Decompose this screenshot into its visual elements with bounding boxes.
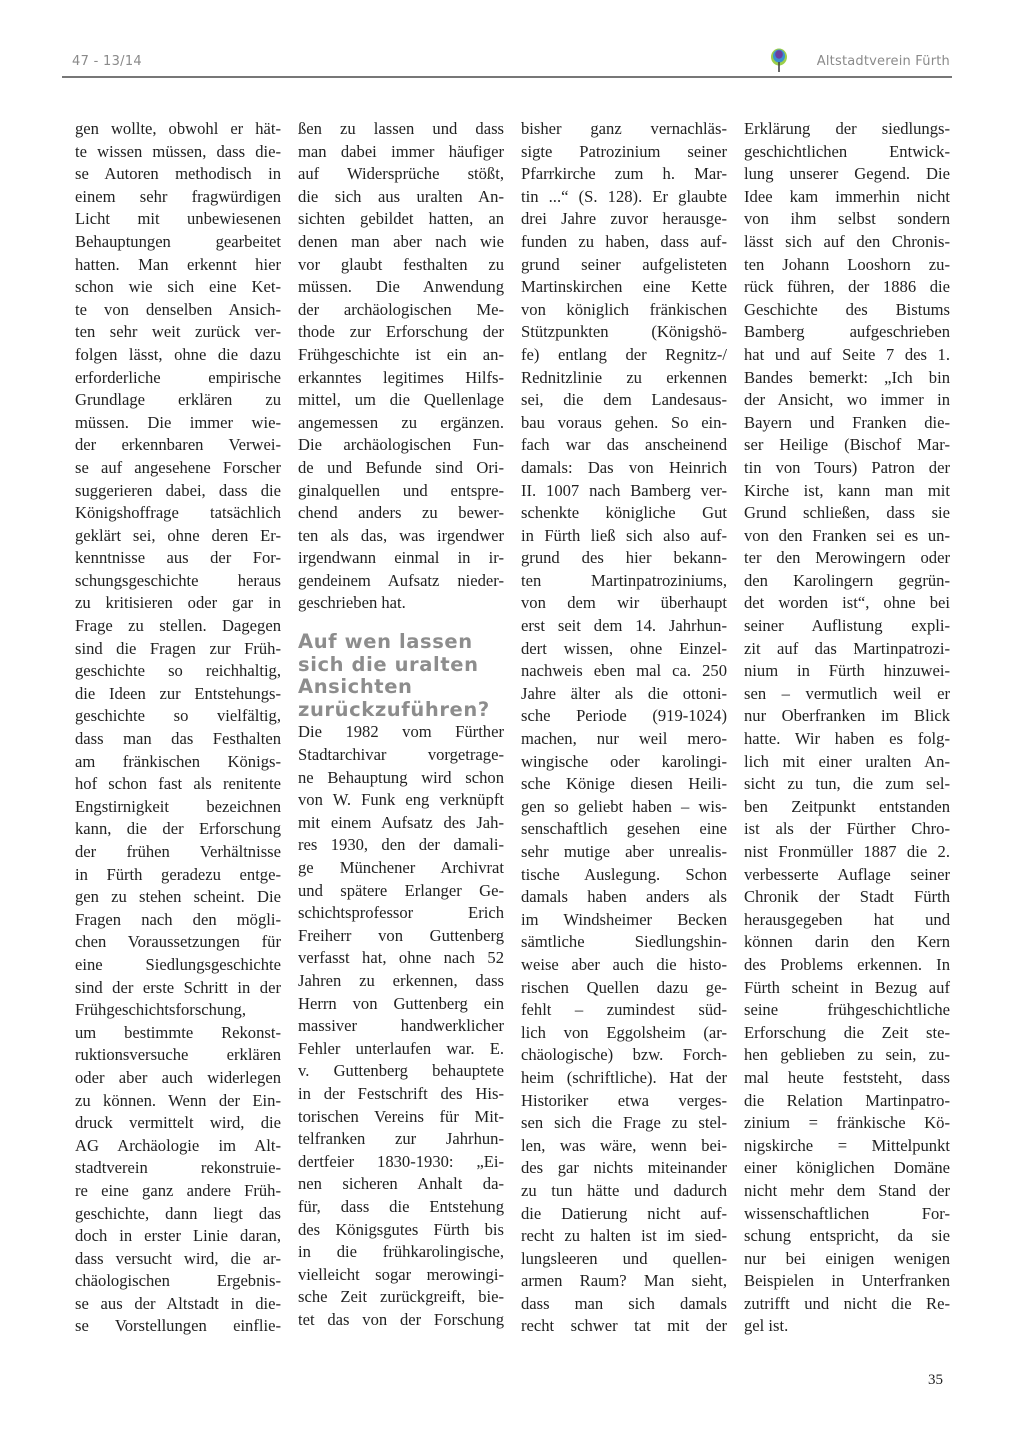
text-line: kann, die der Erforschung: [75, 819, 281, 839]
text-line: ten Martinpatroziniums,: [521, 570, 727, 590]
text-line: seine frühgeschichtliche: [744, 1000, 950, 1020]
text-line: in Fürth geradezu entge-: [75, 864, 281, 884]
text-line: ist als der Fürther Chro-: [744, 819, 950, 839]
text-line: chen Voraussetzungen für: [75, 932, 281, 952]
text-line: lich von Eggolsheim (ar-: [521, 1022, 727, 1042]
text-line: sichten gebildet hatten, an: [298, 209, 504, 229]
text-line: nicht mehr dem Stand der: [744, 1180, 950, 1200]
text-line: der Ansicht, wo immer in: [744, 390, 950, 410]
text-line: der erkennbaren Verwei-: [75, 435, 281, 455]
text-line: Engstirnigkeit bezeichnen: [75, 796, 281, 816]
text-line: senschaftlich gesehen eine: [521, 819, 727, 839]
text-line: lich mit einer uralten An-: [744, 751, 950, 771]
text-line: geschrieben hat.: [298, 593, 406, 613]
text-line: ben Zeitpunkt entstanden: [744, 796, 950, 816]
text-line: geschichte so vielfältig,: [75, 706, 281, 726]
text-line: det worden ist“, ohne bei: [744, 593, 950, 613]
text-line: Die 1982 vom Fürther: [298, 722, 504, 742]
text-line: massiver handwerklicher: [298, 1016, 504, 1036]
text-line: können darin den Kern: [744, 932, 950, 952]
text-line: zu tun hätte und dadurch: [521, 1180, 727, 1200]
text-line: und spätere Erlanger Ge-: [298, 880, 504, 900]
text-line: chäologische) bzw. Forch-: [521, 1045, 727, 1065]
text-line: ne Behauptung wird schon: [298, 767, 504, 787]
text-line: schichtsprofessor Erich: [298, 903, 504, 923]
text-line: heim (schriftliche). Hat der: [521, 1067, 727, 1087]
text-line: müssen. Die immer wie-: [75, 412, 281, 432]
heading-line: Auf wen lassen: [298, 630, 473, 654]
text-line: geklärt sei, ohne deren Er-: [75, 525, 281, 545]
text-line: schungsgeschichte heraus: [75, 570, 281, 590]
text-line: Fehler unterlaufen war. E.: [298, 1038, 504, 1058]
text-line: auf Widersprüche stößt,: [298, 164, 504, 184]
text-line: Pfarrkirche zum h. Mar-: [521, 164, 727, 184]
section-heading: [298, 631, 504, 721]
text-line: von den Franken sei es un-: [744, 525, 950, 545]
text-line: hatte. Wir haben es folg-: [744, 729, 950, 749]
text-line: Frühgeschichte ist ein an-: [298, 344, 504, 364]
text-line: Behauptungen gearbeitet: [75, 231, 281, 251]
text-line: schung entspricht, da sie: [744, 1226, 950, 1246]
text-line: des Königsgutes Fürth bis: [298, 1219, 504, 1239]
text-line: hen geblieben zu sein, zu-: [744, 1045, 950, 1065]
text-line: Königshoffrage tatsächlich: [75, 503, 281, 523]
text-line: sen sich die Frage zu stel-: [521, 1113, 727, 1133]
text-line: vielleicht sogar merowingi-: [298, 1264, 504, 1284]
text-line: damals haben anders als: [521, 887, 727, 907]
column-2-text-before: [298, 118, 504, 615]
text-line: herausgegeben hat und: [744, 909, 950, 929]
text-line: der frühen Verhältnisse: [75, 842, 281, 861]
text-line: wingische oder karolingi-: [521, 751, 727, 771]
text-line: nium in Fürth hinzuwei-: [744, 661, 950, 681]
text-line: Grundlage erklären zu: [75, 390, 281, 410]
text-line: fach war das anscheinend: [521, 435, 727, 455]
text-line: man dabei immer häufiger: [298, 141, 504, 161]
text-line: die sich aus uralten An-: [298, 186, 504, 206]
text-line: des gar nichts miteinander: [521, 1158, 727, 1178]
text-line: len, was wäre, wenn bei-: [521, 1135, 727, 1155]
column-2-text-after: [298, 721, 504, 1331]
text-line: stadtverein rekonstruie-: [75, 1158, 281, 1178]
text-line: grund seiner aufgelisteten: [521, 254, 727, 274]
text-line: mal heute feststeht, dass: [744, 1067, 950, 1087]
issue-number: 47 - 13/14: [72, 54, 142, 69]
text-line: fehlt – zumindest süd-: [521, 1000, 727, 1020]
text-line: erkanntes legitimes Hilfs-: [298, 367, 504, 387]
text-line: gen wollte, obwohl er hät-: [75, 119, 281, 138]
text-line: Licht mit unbewiesenen: [75, 209, 281, 229]
text-line: die Datierung nicht auf-: [521, 1203, 727, 1223]
text-line: se aus der Altstadt in die-: [75, 1293, 281, 1313]
text-line: sind die Fragen zur Früh-: [75, 638, 281, 658]
text-line: dass man sich damals: [521, 1293, 727, 1313]
text-line: irgendwann einmal in ir-: [298, 548, 504, 568]
text-line: thode zur Erforschung der: [298, 322, 504, 342]
text-line: von dem wir überhaupt: [521, 593, 727, 613]
text-line: Rednitzlinie zu erkennen: [521, 367, 727, 387]
text-line: nen sicheren Anhalt da-: [298, 1174, 504, 1194]
text-line: bisher ganz vernachläs-: [521, 119, 727, 138]
text-line: erforderliche empirische: [75, 367, 281, 387]
text-line: druck vermittelt wird, die: [75, 1113, 281, 1133]
text-line: geschichte, dann liegt das: [75, 1203, 281, 1223]
text-line: suggerieren dabei, dass die: [75, 480, 281, 500]
text-line: ter den Merowingern oder: [744, 548, 950, 568]
text-line: tische Auslegung. Schon: [521, 864, 727, 884]
text-line: doch in erster Linie daran,: [75, 1226, 281, 1246]
text-line: zit auf das Martinpatrozi-: [744, 638, 950, 658]
text-line: von ihm selbst sondern: [744, 209, 950, 229]
text-line: dass versucht wird, die ar-: [75, 1248, 281, 1268]
text-line: sämtliche Siedlungshin-: [521, 932, 727, 952]
text-line: angemessen zu ergänzen.: [298, 412, 504, 432]
text-line: vor glaubt festhalten zu: [298, 254, 504, 274]
text-line: schon wie sich eine Ket-: [75, 277, 281, 297]
text-line: Geschichte des Bistums: [744, 299, 950, 319]
text-line: folgen lässt, ohne die dazu: [75, 344, 281, 364]
text-line: kenntnisse aus der For-: [75, 548, 281, 568]
text-line: der archäologischen Me-: [298, 299, 504, 319]
text-line: zu können. Wenn der Ein-: [75, 1090, 281, 1110]
text-line: sei, die dem Landesaus-: [521, 390, 727, 410]
text-column-3: [521, 118, 727, 1338]
text-line: v. Guttenberg behauptete: [298, 1061, 504, 1081]
text-line: ten als das, was irgendwer: [298, 525, 504, 545]
text-line: Jahren zu erkennen, dass: [298, 970, 504, 990]
text-line: chäologischen Ergebnis-: [75, 1271, 281, 1291]
text-line: gendeinem Aufsatz nieder-: [298, 570, 504, 590]
text-line: Herrn von Guttenberg ein: [298, 993, 504, 1013]
text-line: rischen Quellen dazu ge-: [521, 977, 727, 997]
text-line: Bandes bemerkt: „Ich bin: [744, 367, 950, 387]
text-line: Jahre älter als die ottoni-: [521, 683, 727, 703]
text-line: gen zu stehen scheint. Die: [75, 887, 281, 907]
text-line: ten Johann Looshorn zu-: [744, 254, 950, 274]
text-column-1: [75, 118, 281, 1338]
text-line: II. 1007 nach Bamberg ver-: [521, 480, 727, 500]
text-line: Grund schließen, dass sie: [744, 503, 950, 523]
text-line: te wissen müssen, dass die-: [75, 141, 281, 161]
text-line: sigte Patrozinium seiner: [521, 141, 727, 161]
text-line: tin ...“ (S. 128). Er glaubte: [521, 186, 727, 206]
text-line: erst seit dem 14. Jahrhun-: [521, 616, 727, 636]
heading-line: zurückzuführen?: [298, 697, 490, 721]
text-line: den Karolingern gegrün-: [744, 570, 950, 590]
text-line: ser Heilige (Bischof Mar-: [744, 435, 950, 455]
text-line: se auf angesehene Forscher: [75, 457, 281, 477]
text-line: für, dass die Entstehung: [298, 1196, 504, 1216]
text-line: schenkte königliche Gut: [521, 503, 727, 523]
text-column-2: [298, 118, 504, 1331]
text-line: se Vorstellungen einflie-: [75, 1316, 281, 1336]
page-header: [62, 50, 952, 78]
text-line: zinium = fränkische Kö-: [744, 1113, 950, 1133]
text-line: am fränkischen Königs-: [75, 751, 281, 771]
text-line: ginalquellen und entspre-: [298, 480, 504, 500]
text-line: dertfeier 1830-1930: „Ei-: [298, 1151, 504, 1171]
text-line: Fragen nach den mögli-: [75, 909, 281, 929]
text-line: Erklärung der siedlungs-: [744, 119, 950, 138]
text-line: ten sehr weit zurück ver-: [75, 322, 281, 342]
text-line: des Problems erkennen. In: [744, 954, 950, 974]
text-line: Martinskirchen eine Kette: [521, 277, 727, 297]
text-line: seiner Auflistung expli-: [744, 616, 950, 636]
text-line: lung unserer Gegend. Die: [744, 164, 950, 184]
text-line: im Windsheimer Becken: [521, 909, 727, 929]
text-line: te von denselben Ansich-: [75, 299, 281, 319]
text-line: hatten. Man erkennt hier: [75, 254, 281, 274]
text-line: sen – vermutlich weil er: [744, 683, 950, 703]
text-line: machen, nur weil mero-: [521, 729, 727, 749]
text-line: geschichte so reichhaltig,: [75, 661, 281, 681]
text-line: sicht zu tun, die zum sel-: [744, 774, 950, 794]
text-line: nigskirche = Mittelpunkt: [744, 1135, 950, 1155]
text-line: AG Archäologie im Alt-: [75, 1135, 281, 1155]
text-column-4: [744, 118, 950, 1338]
text-line: res 1930, den der damali-: [298, 835, 504, 855]
text-line: telfranken zur Jahrhun-: [298, 1129, 504, 1149]
page-number: 35: [928, 1372, 943, 1388]
text-line: Historiker etwa verges-: [521, 1090, 727, 1110]
text-line: einer königlichen Domäne: [744, 1158, 950, 1178]
heading-line: Ansichten: [298, 675, 413, 699]
text-line: Stützpunkten (Königshö-: [521, 322, 727, 342]
text-line: geschichtlichen Entwick-: [744, 141, 950, 161]
text-line: recht schwer tat mit der: [521, 1316, 727, 1336]
text-line: die Ideen zur Entstehungs-: [75, 683, 281, 703]
heading-line: sich die uralten: [298, 652, 479, 676]
text-line: zu kritisieren oder gar in: [75, 593, 281, 613]
publisher-name: Altstadtverein Fürth: [816, 54, 950, 69]
text-line: Frage zu stellen. Dagegen: [75, 616, 281, 636]
text-line: Stadtarchivar vorgetrage-: [298, 745, 504, 765]
text-line: von W. Funk eng verknüpft: [298, 790, 504, 810]
text-line: mit einem Aufsatz des Jah-: [298, 812, 504, 832]
text-line: Freiherr von Guttenberg: [298, 925, 504, 945]
text-line: de und Befunde sind Ori-: [298, 457, 504, 477]
text-line: sche Zeit zurückgreift, bie-: [298, 1287, 504, 1307]
text-line: Bayern und Franken die-: [744, 412, 950, 432]
text-line: gel ist.: [744, 1316, 789, 1336]
text-line: lungsleeren und quellen-: [521, 1248, 727, 1268]
text-line: lässt sich auf den Chronis-: [744, 231, 950, 251]
text-line: damals: Das von Heinrich: [521, 457, 727, 477]
text-line: sind der erste Schritt in der: [75, 977, 281, 997]
text-line: Kirche ist, kann man mit: [744, 480, 950, 500]
text-line: in der Festschrift des His-: [298, 1083, 504, 1103]
text-line: tin von Tours) Patron der: [744, 457, 950, 477]
text-line: chend anders zu bewer-: [298, 503, 504, 523]
text-line: mittel, um die Quellenlage: [298, 390, 504, 410]
tree-logo-icon: [768, 48, 790, 72]
text-line: Fürth scheint in Bezug auf: [744, 977, 950, 997]
text-line: eine Siedlungsgeschichte: [75, 954, 281, 974]
text-line: re eine ganz andere Früh-: [75, 1180, 281, 1200]
text-line: in die frühkarolingische,: [298, 1242, 504, 1262]
text-line: torischen Vereins für Mit-: [298, 1106, 504, 1126]
text-line: se Autoren methodisch in: [75, 164, 281, 184]
text-line: müssen. Die Anwendung: [298, 277, 504, 297]
text-line: Die archäologischen Fun-: [298, 435, 504, 455]
text-line: rück führen, der 1886 die: [744, 277, 950, 297]
text-line: verbesserte Auflage seiner: [744, 864, 950, 884]
text-line: zutrifft und nicht die Re-: [744, 1293, 950, 1313]
text-line: ge Münchener Archivrat: [298, 858, 504, 877]
text-line: von königlich fränkischen: [521, 299, 727, 319]
text-line: nur bei einigen wenigen: [744, 1248, 950, 1268]
text-line: in Fürth ließ sich also auf-: [521, 525, 727, 545]
text-line: einem sehr fragwürdigen: [75, 186, 281, 206]
text-line: sche Periode (919-1024): [521, 706, 727, 726]
text-line: Frühgeschichtsforschung,: [75, 1000, 246, 1020]
text-line: ruktionsversuche erklären: [75, 1045, 281, 1065]
text-line: weise aber auch die histo-: [521, 954, 727, 974]
text-line: sehr mutige aber unrealis-: [521, 842, 727, 861]
text-line: hat und auf Seite 7 des 1.: [744, 344, 950, 364]
text-line: hof schon fast als renitente: [75, 774, 281, 794]
text-line: funden zu haben, dass auf-: [521, 231, 727, 251]
text-line: sche Könige diesen Heili-: [521, 774, 727, 794]
text-line: dert wissen, ohne Einzel-: [521, 638, 727, 658]
text-line: Beispielen in Unterfranken: [744, 1271, 950, 1291]
text-line: wissenschaftlichen For-: [744, 1203, 950, 1223]
text-line: fe) entlang der Regnitz-/: [521, 344, 727, 364]
text-line: um bestimmte Rekonst-: [75, 1022, 281, 1042]
text-line: Chronik der Stadt Fürth: [744, 887, 950, 907]
text-line: armen Raum? Man sieht,: [521, 1271, 727, 1291]
text-line: drei Jahre zuvor herausge-: [521, 209, 727, 229]
text-line: Erforschung die Zeit ste-: [744, 1022, 950, 1042]
text-line: nur Oberfranken im Blick: [744, 706, 950, 726]
text-line: recht zu halten ist im sied-: [521, 1226, 727, 1246]
text-line: Idee kam immerhin nicht: [744, 186, 950, 206]
text-line: verfasst hat, ohne nach 52: [298, 948, 504, 968]
text-line: grund des hier bekann-: [521, 548, 727, 568]
text-line: denen man aber nach wie: [298, 231, 504, 251]
text-line: die Relation Martinpatro-: [744, 1090, 950, 1110]
text-line: gen so geliebt haben – wis-: [521, 796, 727, 816]
text-line: oder aber auch widerlegen: [75, 1067, 281, 1087]
text-line: bau voraus gehen. So ein-: [521, 412, 727, 432]
text-line: tet das von der Forschung: [298, 1309, 504, 1329]
text-line: dass man das Festhalten: [75, 729, 281, 749]
text-line: Bamberg aufgeschrieben: [744, 322, 950, 342]
text-line: ßen zu lassen und dass: [298, 119, 504, 138]
text-line: nachweis eben mal ca. 250: [521, 661, 727, 681]
text-line: nist Fronmüller 1887 die 2.: [744, 842, 950, 861]
